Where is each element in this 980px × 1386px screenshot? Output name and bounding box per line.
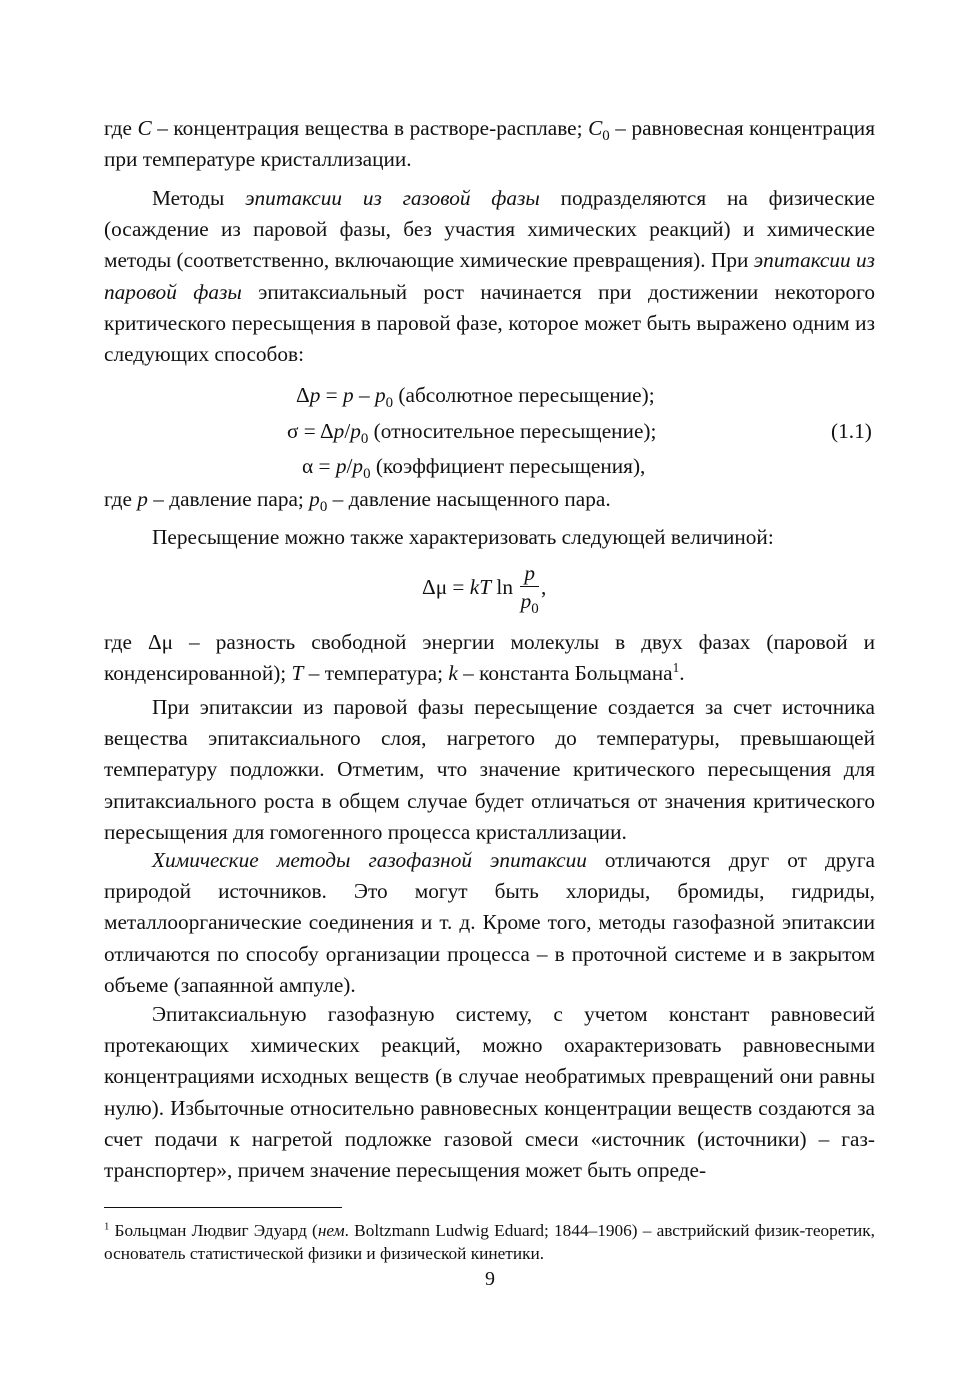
page-number: 9 bbox=[485, 1268, 495, 1290]
paragraph-2: Методы эпитаксии из газовой фазы подразделяются на физические (осаждение из паровой фазы, без участия химических реакций) и химические методы (соответственно, включающие химические превращения). При эпитаксии из паровой фазы эпитаксиальный рост начинается при достижении некоторого критического пересыщения в паровой фазе, которое может быть выражено одним из следующих способов: bbox=[104, 186, 876, 367]
equation-number: (1.1) bbox=[831, 419, 872, 443]
equation-supersaturation-coefficient: $\alpha = p/p_0$ (коэффициент пересыщения), bbox=[302, 454, 646, 483]
equation-chemical-potential: Δμ = kT ln $\frac{p}{p_0}$ , bbox=[422, 561, 547, 618]
paragraph-1: где C – концентрация вещества в растворе-расплаве; $C_0$ – равновесная концентрация при температуре кристаллизации. bbox=[104, 116, 875, 172]
footnote-divider bbox=[104, 1207, 342, 1208]
paragraph-7: Химические методы газофазной эпитаксии отличаются друг от друга природой источников. Это могут быть хлориды, бромиды, гидриды, металлоорганические соединения и т. д. Кроме того, методы газофазной эпитаксии отличаются по способу организации процесса – в проточной системе и в закрытом объеме (запаянной ампуле). bbox=[104, 848, 876, 997]
paragraph-6: При эпитаксии из паровой фазы пересыщение создается за счет источника вещества эпитаксиального слоя, нагретого до температуры, превышающей температуру подложки. Отметим, что значение критического пересыщения для эпитаксиального роста в общем случае будет отличаться от значения критического пересыщения для гомогенного процесса кристаллизации. bbox=[104, 695, 875, 844]
paragraph-4: Пересыщение можно также характеризовать следующей величиной: bbox=[152, 525, 774, 549]
equation-relative-supersaturation: $\sigma = \Delta p/p_0$ (относительное пересыщение); bbox=[287, 419, 657, 448]
footnote: $^1$ Больцман Людвиг Эдуард (нем. Boltzmann Ludwig Eduard; 1844–1906) – австрийский физик-теоретик, основатель статистической физики и физической кинетики. bbox=[104, 1220, 875, 1263]
paragraph-5: где Δμ – разность свободной энергии молекулы в двух фазах (паровой и конденсированной); T – температура; k – константа Больцмана$^1$. bbox=[104, 630, 875, 686]
fraction: $\frac{p}{p_0}$ bbox=[520, 561, 539, 618]
paragraph-3: где p – давление пара; $p_0$ – давление насыщенного пара. bbox=[104, 487, 611, 516]
paragraph-8: Эпитаксиальную газофазную систему, с учетом констант равновесий протекающих химических реакций, можно охарактеризовать равновесными концентрациями исходных веществ (в случае необратимых превращений они равны нулю). Избыточные относительно равновесных концентрации веществ создаются за счет подачи к нагретой подложке газовой смеси «источник (источники) – газ-транспортер», причем значение пересыщения может быть опреде- bbox=[104, 1002, 875, 1183]
equation-absolute-supersaturation: $\Delta p = p - p_0$ (абсолютное пересыщение); bbox=[296, 383, 655, 412]
